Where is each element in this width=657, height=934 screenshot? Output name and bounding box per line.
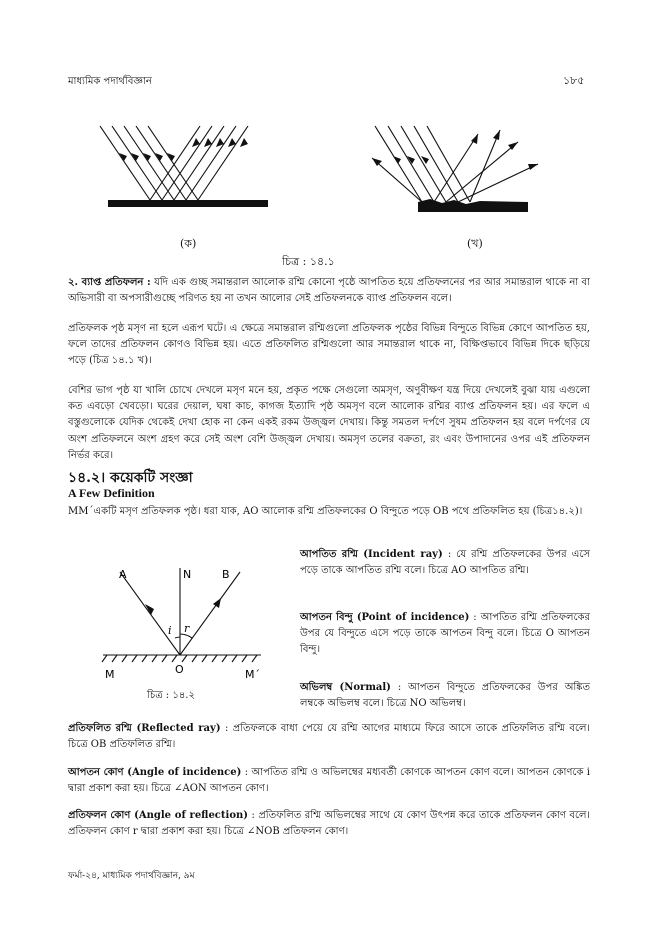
section-title: ১৪.২। কয়েকটি সংজ্ঞা [68,470,193,486]
definition-normal [300,680,590,712]
reflected-ray-text: : প্রতিফলকে বাধা পেয়ে যে রশ্মি আগের মাধ্যমে ফিরে আসে তাকে প্রতিফলিত রশ্মি বলে। চিত্রে OB প্রতিফলিত রশ্মি। [68,723,591,751]
paragraph-2: প্রতিফলক পৃষ্ঠ মসৃণ না হলে এরূপ ঘটে। এ ক্ষেত্রে সমান্তরাল রশ্মিগুলো প্রতিফলক পৃষ্ঠের বিভিন্ন বিন্দুতে বিভিন্ন কোণে আপতিত হয়, ফলে তাদের প্রতিফলন কোণও বিভিন্ন হয়। এতে প্রতিফলিত রশ্মিগুলো আর সমান্তরাল থাকে না, বিক্ষিপ্তভাবে বিভিন্ন দিকে ছড়িয়ে পড়ে (চিত্র ১৪.১ খ)। [68,323,590,367]
incident-ray-term: আপতিত রশ্মি (Incident ray) [300,549,443,560]
point-o-label: O [175,663,184,676]
definition-incident-ray [300,547,590,579]
point-n-label: N [183,568,192,581]
figure-label-b: (খ) [467,237,483,250]
paragraph-4: MM´একটি মসৃণ প্রতিফলক পৃষ্ঠ। ধরা যাক, AO আলোক রশ্মি প্রতিফলকের O বিন্দুতে পড়ে OB পথে প্রতিফলিত হয় (চিত্র১৪.২)। [68,506,583,517]
incident-ray-text: : যে রশ্মি প্রতিফলকের উপর এসে পড়ে তাকে আপতিত রশ্মি বলে। চিত্রে AO আপতিত রশ্মি। [300,549,590,577]
point-of-incidence-text: : আপতিত রশ্মি প্রতিফলকের উপর যে বিন্দুতে এসে পড়ে তাকে আপতন বিন্দু বলে। চিত্রে O আপতন বিন্দু। [300,612,590,656]
normal-term: অভিলম্ব (Normal) [300,682,391,693]
point-m-prime-label: M´ [245,668,260,681]
definition-angle-of-reflection [68,808,590,840]
figure-caption-14-1: চিত্র : ১৪.১ [282,255,335,268]
diffuse-reflection-diagram [360,120,560,230]
point-a-label: A [119,568,127,581]
angle-of-incidence-term: আপতন কোণ (Angle of incidence) [68,767,242,778]
footer-note: ফর্মা-২৪, মাধ্যমিক পদার্থবিজ্ঞান, ৯ম [68,871,195,881]
definition-point-of-incidence [300,610,590,659]
page-number: ১৮৫ [563,74,585,87]
normal-text: : আপতন বিন্দুতে প্রতিফলকের উপর অঙ্কিত লম্বকে অভিলম্ব বলে। চিত্রে NO অভিলম্ব। [300,682,591,710]
angle-i-label: i [168,624,172,637]
point-of-incidence-term: আপতন বিন্দু (Point of incidence) [300,612,470,623]
figure-caption-14-2: চিত্র : ১৪.২ [147,690,195,701]
point-m-label: M [105,668,115,681]
definition-reflected-ray [68,721,590,753]
figure-label-a: (ক) [180,237,197,250]
angle-of-incidence-text: : আপতিত রশ্মি ও অভিলম্বের মধ্যবর্তী কোণকে আপতন কোণ বলে। আপতন কোণকে i দ্বারা প্রকাশ করা হয়। চিত্রে ∠AON আপতন কোণ। [68,767,590,795]
point-b-label: B [222,568,230,581]
angle-of-reflection-term: প্রতিফলন কোণ (Angle of reflection) [68,810,248,821]
diffuse-reflection-heading: ২. ব্যাপ্ত প্রতিফলন : [68,277,151,288]
paragraph-3: বেশির ভাগ পৃষ্ঠ যা খালি চোখে দেখলে মসৃণ মনে হয়, প্রকৃত পক্ষে সেগুলো অমসৃণ, অণুবীক্ষণ যন্ত্র দিয়ে দেখলেই বুঝা যায় এগুলো কত এবড়ো খেবড়ো। ঘরের দেয়াল, ঘষা কাচ, কাগজ ইত্যাদি পৃষ্ঠ অমসৃণ বলে আলোক রশ্মির ব্যাপ্ত প্রতিফলন হয়। এর ফলে এ বস্তুগুলোকে যেদিক থেকেই দেখা হোক না কেন একই রকম উজ্জ্বল দেখায়। কিন্তু সমতল দর্পণে সুষম প্রতিফলন হয় বলে দর্পণের যে অংশ প্রতিফলনে অংশ গ্রহণ করে সেই অংশ বেশি উজ্জ্বল দেখায়। অমসৃণ তলের বক্রতা, রং এবং উপাদানের ওপর এই প্রতিফলন নির্ভর করে। [68,385,590,461]
diffuse-reflection-text: যদি এক গুচ্ছ সমান্তরাল আলোক রশ্মি কোনো পৃষ্ঠে আপতিত হয়ে প্রতিফলনের পর আর সমান্তরাল থাকে না বা অভিসারী বা অপসারীগুচ্ছে পরিণত হয় না তখন আলোর সেই প্রতিফলনকে ব্যাপ্ত প্রতিফলন বলে। [68,277,590,305]
specular-reflection-diagram [90,118,290,233]
reflection-law-diagram [95,560,275,690]
definition-angle-of-incidence [68,765,590,797]
diffuse-reflection-paragraph [68,275,590,307]
angle-r-label: r [184,622,190,635]
section-subtitle: A Few Definition [68,486,155,500]
angle-of-reflection-text: : প্রতিফলিত রশ্মি অভিলম্বের সাথে যে কোণ উৎপন্ন করে তাকে প্রতিফলন কোণ বলে। প্রতিফলন কোণ r দ্বারা প্রকাশ করা হয়। চিত্রে ∠NOB প্রতিফলন কোণ। [68,810,591,838]
book-title: মাধ্যমিক পদার্থবিজ্ঞান [68,76,152,87]
reflected-ray-term: প্রতিফলিত রশ্মি (Reflected ray) [68,723,221,734]
